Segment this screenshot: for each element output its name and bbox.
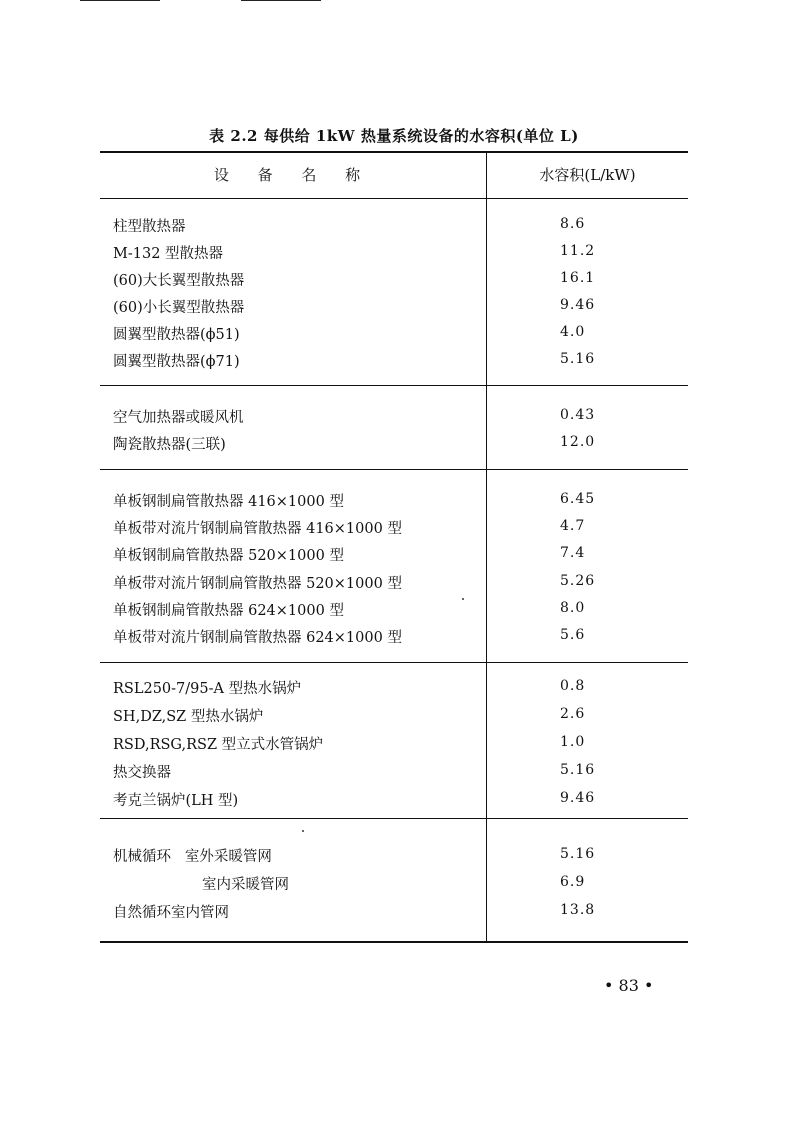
row-name: RSL250-7/95-A 型热水锅炉: [113, 681, 302, 697]
table-row: [0, 873, 793, 899]
row-value: 2.6: [560, 706, 586, 722]
row-value: 13.8: [560, 902, 596, 918]
row-value: 4.7: [560, 518, 586, 534]
table-row: [0, 572, 793, 598]
table-row: [0, 599, 793, 625]
group-divider: [100, 662, 688, 663]
row-value: 8.6: [560, 216, 586, 232]
row-name: 单板钢制扁管散热器 624×1000 型: [113, 603, 344, 619]
row-value: 16.1: [560, 270, 596, 286]
header-device-name: 设 备 名 称: [213, 166, 373, 184]
table-row: [0, 761, 793, 787]
row-value: 5.26: [560, 573, 596, 589]
table-row: [0, 269, 793, 295]
row-value: 9.46: [560, 297, 596, 313]
row-value: 5.16: [560, 846, 596, 862]
table-row: [0, 789, 793, 815]
table-row: [0, 517, 793, 543]
table-row: [0, 490, 793, 516]
table-row: [0, 705, 793, 731]
table-bottom-rule: [100, 941, 688, 943]
stray-dot: [302, 830, 304, 832]
top-rule-right: [241, 0, 321, 1]
group-divider: [100, 818, 688, 819]
table-row: [0, 350, 793, 376]
row-name: (60)小长翼型散热器: [113, 300, 245, 316]
row-name: 单板带对流片钢制扁管散热器 520×1000 型: [113, 576, 402, 592]
row-value: 8.0: [560, 600, 586, 616]
row-name: 陶瓷散热器(三联): [113, 437, 226, 453]
table-row: [0, 296, 793, 322]
row-value: 5.6: [560, 627, 586, 643]
table-top-rule: [100, 151, 688, 153]
row-value: 5.16: [560, 351, 596, 367]
table-row: [0, 626, 793, 652]
table-row: [0, 733, 793, 759]
row-name: 单板钢制扁管散热器 520×1000 型: [113, 548, 344, 564]
group-divider: [100, 469, 688, 470]
row-name: 单板钢制扁管散热器 416×1000 型: [113, 494, 344, 510]
page-number: • 83 •: [604, 976, 654, 995]
header-rule: [100, 198, 688, 199]
row-name: (60)大长翼型散热器: [113, 273, 245, 289]
table-row: [0, 845, 793, 871]
row-name: 机械循环 室外采暖管网: [113, 849, 272, 865]
row-name: 柱型散热器: [113, 219, 186, 235]
table-row: [0, 406, 793, 432]
row-value: 11.2: [560, 243, 596, 259]
row-value: 9.46: [560, 790, 596, 806]
table-row: [0, 323, 793, 349]
row-name: SH,DZ,SZ 型热水锅炉: [113, 709, 264, 725]
table-row: [0, 433, 793, 459]
top-rule-left: [80, 0, 160, 1]
row-name: RSD,RSG,RSZ 型立式水管锅炉: [113, 737, 324, 753]
table-row: [0, 677, 793, 703]
table-row: [0, 544, 793, 570]
row-name: 自然循环室内管网: [113, 905, 229, 921]
row-name: 单板带对流片钢制扁管散热器 416×1000 型: [113, 521, 402, 537]
row-value: 4.0: [560, 324, 586, 340]
row-name: 考克兰锅炉(LH 型): [113, 793, 239, 809]
row-name: 热交换器: [113, 765, 171, 781]
table-title: 表 2.2 每供给 1kW 热量系统设备的水容积(单位 L): [209, 127, 579, 145]
row-name: 空气加热器或暖风机: [113, 410, 244, 426]
table-row: [0, 901, 793, 927]
row-value: 12.0: [560, 434, 596, 450]
table-row: [0, 215, 793, 241]
row-value: 6.45: [560, 491, 596, 507]
row-name: 圆翼型散热器(ϕ51): [113, 327, 240, 343]
row-value: 0.8: [560, 678, 586, 694]
row-name: 单板带对流片钢制扁管散热器 624×1000 型: [113, 630, 402, 646]
group-divider: [100, 385, 688, 386]
row-value: 5.16: [560, 762, 596, 778]
header-water-volume: 水容积(L/kW): [539, 166, 636, 184]
row-name: M-132 型散热器: [113, 246, 224, 262]
row-value: 1.0: [560, 734, 586, 750]
row-name: 室内采暖管网: [202, 877, 289, 893]
row-name: 圆翼型散热器(ϕ71): [113, 354, 240, 370]
table-row: [0, 242, 793, 268]
row-value: 7.4: [560, 545, 586, 561]
row-value: 6.9: [560, 874, 586, 890]
stray-dot: [462, 598, 464, 600]
row-value: 0.43: [560, 407, 596, 423]
